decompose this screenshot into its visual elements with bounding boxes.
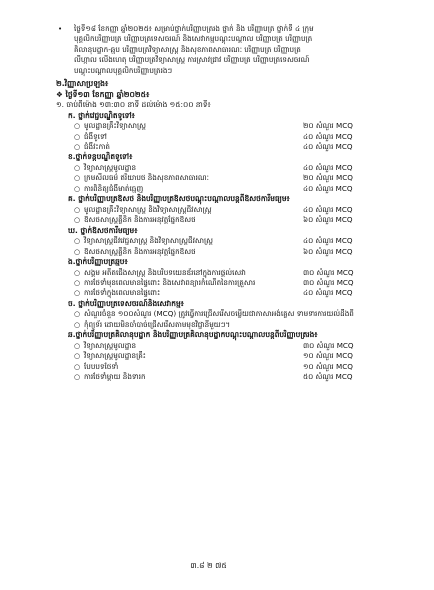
circle-bullet-icon: ○ (74, 279, 81, 288)
intro-line: លីហ្កាល លើងហេតុ បរិញ្ញាបត្រវិទ្យាសាស្ត្រ ការស្រាវជ្រាវ បរិញ្ញាបត្រ បរិញ្ញាបត្រទេសចរណ៍ (74, 55, 310, 65)
exam-item (74, 173, 383, 183)
exam-item (74, 278, 383, 288)
question-count: ៤០ សំណួរ MCQ (303, 163, 353, 173)
exam-subject: វិទ្យាសាស្ត្រមូលដ្ឋាន (84, 163, 137, 173)
group-heading: ឆ.ថ្នាក់បរិញ្ញាបត្រគិលានុបដ្ឋាក និងបរិញ្ញាបត្រគិលានុបដ្ឋាកបណ្តុះបណ្តាលបន្តពីបរិញ្ញាបត្ររង៖ (68, 330, 318, 340)
exam-subject: ការពិនិត្យជំងឺមាត់ធ្មេញ (84, 183, 144, 193)
group-heading: គ. ថ្នាក់បរិញ្ញាបត្រឱសថ និងបរិញ្ញាបត្រឱសថបណ្តុះបណ្តាលបន្តពីឱសថការីមធ្យម៖ (68, 194, 290, 204)
question-count: ២០ សំណួរ MCQ (303, 173, 353, 183)
circle-bullet-icon: ○ (74, 132, 81, 141)
circle-bullet-icon: ○ (74, 143, 81, 152)
exam-item (74, 205, 383, 215)
exam-subject: ឱសថសាស្ត្រគ្លីនិក និងការអនុវត្តផ្នែកឱសថ (84, 215, 196, 225)
exam-item (74, 288, 383, 298)
intro-line: គិលានុបដ្ឋាក-ឆ្មប បរិញ្ញាបត្រវិទ្យាសាស្ត្រ និងសុខភាពសាធារណៈ បរិញ្ញាបត្រ បរិញ្ញាបត្រ (74, 44, 301, 54)
question-count: ១០ សំណួរ MCQ (303, 351, 353, 361)
intro-line: បណ្ដុះបណ្ដាលបុគ្គលិកបរិញ្ញាបត្ររងៗ (74, 65, 173, 75)
question-count: ១០ សំណួរ MCQ (303, 361, 353, 371)
circle-bullet-icon: ○ (74, 373, 81, 382)
exam-item (74, 268, 383, 278)
circle-bullet-icon: ○ (74, 268, 81, 277)
exam-item (74, 236, 383, 246)
exam-subject: វិទ្យាសាស្ត្រមូលដ្ឋាន (84, 340, 137, 350)
exam-subject: សង្គម អតីតជើងសាស្ត្រ និងបរិបទយេនឌ័រនៅក្នុងការផ្ដល់សេវា (84, 267, 246, 277)
exam-subject: មូលដ្ឋានគ្រឹះវិទ្យាសាស្ត្រ និងវិទ្យាសាស្ត្រជីវសាស្ត្រ (84, 204, 212, 214)
exam-subject: មូលដ្ឋានគ្រឹះវិទ្យាសាស្ត្រ (84, 121, 146, 131)
question-count: ៣០ សំណួរ MCQ (303, 267, 354, 277)
exam-subject: សំណួរចំនួន ១០០សំណួរ (MCQ) ត្រូវធ្វើការជ្រើសរើសចម្លើយជាភាសាអង់គ្លេស ទាមទារការយល់ដឹងពី (84, 309, 354, 319)
question-count (303, 320, 383, 330)
question-count: ៤០ សំណួរ MCQ (303, 131, 353, 141)
circle-bullet-icon: ○ (74, 216, 81, 225)
exam-item (74, 184, 383, 194)
exam-item (74, 163, 383, 173)
circle-bullet-icon: ○ (74, 289, 81, 298)
question-count: ៤០ សំណួរ MCQ (303, 142, 353, 152)
circle-bullet-icon: ○ (74, 310, 81, 319)
exam-item (74, 121, 383, 131)
exam-item (74, 320, 383, 330)
exam-item (74, 362, 383, 372)
exam-item (74, 215, 383, 225)
exam-subject: ការថែទាំម្ដាយ និងទារក (84, 372, 146, 382)
question-count: ៦០ សំណួរ MCQ (303, 215, 353, 225)
exam-item (74, 341, 383, 351)
page-number: ៣.៨ ២ ៧៥ (190, 561, 227, 570)
exam-item (74, 247, 383, 257)
question-count: ៤០ សំណួរ MCQ (303, 204, 353, 214)
question-count: ៣០ សំណួរ MCQ (303, 340, 354, 350)
intro-paragraph (56, 24, 383, 76)
exam-subject: ការថែទាំក្នុងពេលមានផ្ទៃពោះ (84, 288, 161, 298)
circle-bullet-icon: ○ (74, 122, 81, 131)
exam-subject: បែបបទថែទាំ (84, 361, 119, 371)
exam-subject: ឱសថសាស្ត្រគ្លីនិក និងការអនុវត្តផ្នែកឱសថ (84, 246, 196, 256)
exam-subject: វិទ្យាសាស្ត្រជីវវេជ្ជសាស្ត្រ និងវិទ្យាសាស្ត្រជីវសាស្ត្រ (84, 236, 213, 246)
exam-item (74, 142, 383, 152)
section-title: ២.វិញ្ញាសាប្រឡង៖ (56, 79, 109, 89)
exam-item (74, 372, 383, 382)
group-heading: ឃ. ថ្នាក់ឱសថការីមធ្យម៖ (68, 225, 138, 235)
exam-subject: ជំងឺទូទៅ (84, 131, 107, 141)
circle-bullet-icon: ○ (74, 341, 81, 350)
intro-line: បុគ្គលិកបរិញ្ញាបត្រ បរិញ្ញាបត្រទេសចរណ៍ និងសេវាកម្មបណ្តុះបណ្តាល បរិញ្ញាបត្រ បរិញ្ញាបត្រ (74, 34, 313, 44)
circle-bullet-icon: ○ (74, 205, 81, 214)
circle-bullet-icon: ○ (74, 184, 81, 193)
group-heading: ច. ថ្នាក់បរិញ្ញាបត្រទេសចរណ៍និងសេវាកម្ម៖ (68, 298, 184, 308)
question-count: ៤០ សំណួរ MCQ (303, 288, 353, 298)
exam-groups (56, 111, 383, 383)
exam-date: ❖ ថ្ងៃទី១៣ ខែកញ្ញា ឆ្នាំ២០២៥៖ (56, 89, 150, 99)
group-heading: ខ.ថ្នាក់ទន្តបណ្ឌិតទូទៅ៖ (68, 152, 133, 162)
exam-subject: ជំងឺវះកាត់ (84, 142, 110, 152)
exam-item (74, 351, 383, 361)
question-count: ៦០ សំណួរ MCQ (303, 246, 353, 256)
circle-bullet-icon: ○ (74, 352, 81, 361)
exam-item (74, 132, 383, 142)
question-count: ២០ សំណួរ MCQ (303, 121, 353, 131)
intro-line: ថ្ងៃទី១៨ ខែកញ្ញា ឆ្នាំ២០២៥៖ សម្រាប់ថ្នាក់បរិញ្ញាបត្ររង ថ្នាក់ និង បរិញ្ញាបត្រ ថ្នាក់ទី ៤ ក្រុម (74, 24, 314, 33)
question-count (354, 309, 434, 319)
exam-subject: វិទ្យាសាស្ត្រមូលដ្ឋានគ្រឹះ (84, 351, 146, 361)
exam-item (74, 309, 383, 319)
group-heading: ង.ថ្នាក់បរិញ្ញាបត្រឆ្មប៖ (68, 257, 128, 267)
circle-bullet-icon: ○ (74, 247, 81, 256)
circle-bullet-icon: ○ (74, 174, 81, 183)
exam-subject: ការថែទាំមុនពេលមានផ្ទៃពោះ និងសេវាពន្យារកំណើតនៃការគ្រួសារ (84, 278, 256, 288)
exam-time: ១. ចាប់ពីម៉ោង ១៣:៣០ នាទី ដល់ម៉ោង ១៥:០០ នាទី៖ (56, 100, 211, 110)
bullet: • (58, 25, 63, 33)
group-heading: ក. ថ្នាក់វេជ្ជបណ្ឌិតទូទៅ៖ (68, 110, 135, 120)
question-count: ៣០ សំណួរ MCQ (303, 278, 354, 288)
circle-bullet-icon: ○ (74, 237, 81, 246)
question-count: ៤០ សំណួរ MCQ (303, 236, 353, 246)
circle-bullet-icon: ○ (74, 164, 81, 173)
exam-subject: កុំព្យូទ័រ ដោយមិនចាំបាច់ជ្រើសរើសតាមមុខវិជ្ជានីមួយៗ។ (84, 319, 231, 329)
question-count: ៥០ សំណួរ MCQ (303, 372, 353, 382)
circle-bullet-icon: ○ (74, 320, 81, 329)
question-count: ៤០ សំណួរ MCQ (303, 183, 353, 193)
exam-subject: ក្រមសីលធម៌ ឥរិយាបថ និងសុខភាពសាធារណៈ (84, 173, 209, 183)
circle-bullet-icon: ○ (74, 362, 81, 371)
